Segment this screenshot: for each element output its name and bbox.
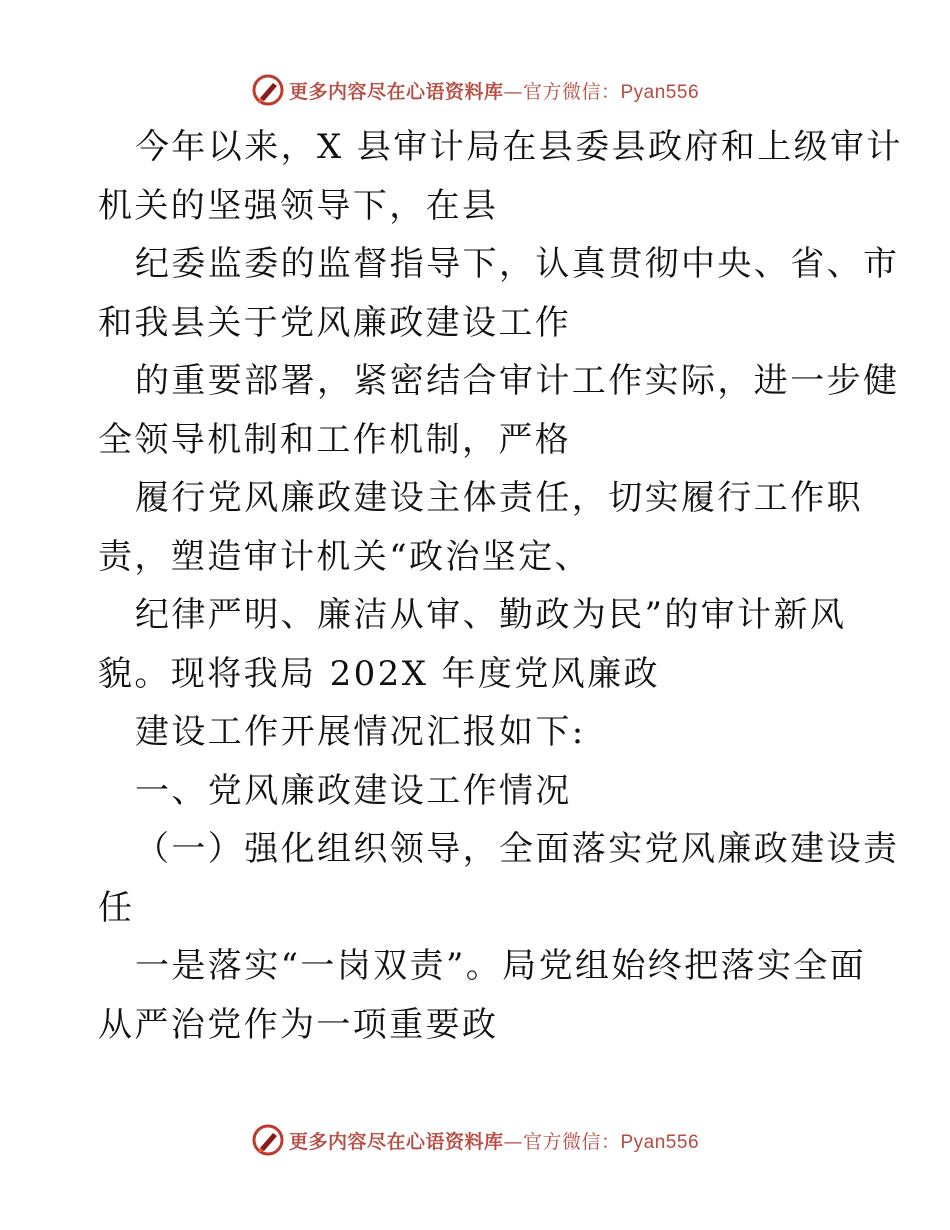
footer-banner — [0, 1120, 950, 1160]
body-line: 今年以来，X 县审计局在县委县政府和上级审计 — [135, 127, 903, 167]
banner-site-name: 更多内容尽在心语资料库 — [288, 1130, 504, 1153]
body-line: 责，塑造审计机关“政治坚定、 — [98, 536, 591, 577]
banner-wechat-id: Pyan556 — [620, 81, 700, 103]
body-line: 一是落实“一岗双责”。局党组始终把落实全面 — [135, 946, 867, 986]
banner-separator: — — [503, 1130, 523, 1153]
body-line: 履行党风廉政建设主体责任，切实履行工作职 — [135, 478, 863, 518]
banner-site-name: 更多内容尽在心语资料库 — [288, 80, 504, 103]
subsection-heading: （一）强化组织领导，全面落实党风廉政建设责 — [135, 829, 900, 869]
body-line: 全领导机制和工作机制，严格 — [98, 419, 572, 460]
banner-wechat-label: 官方微信： — [522, 1130, 621, 1153]
body-line: 和我县关于党风廉政建设工作 — [98, 302, 572, 343]
body-line: 纪律严明、廉洁从审、勤政为民”的审计新风 — [135, 595, 847, 635]
banner-text — [289, 1127, 699, 1154]
body-line: 任 — [98, 887, 135, 928]
body-line: 貌。现将我局 202X 年度党风廉政 — [98, 653, 660, 694]
body-line: 纪委监委的监督指导下，认真贯彻中央、省、市 — [135, 244, 900, 284]
body-line: 的重要部署，紧密结合审计工作实际，进一步健 — [135, 361, 900, 401]
banner-separator: — — [503, 80, 523, 103]
banner-wechat-label: 官方微信： — [522, 80, 621, 103]
header-banner — [0, 70, 950, 110]
body-line: 建设工作开展情况汇报如下: — [135, 712, 586, 752]
body-line: 机关的坚强领导下，在县 — [98, 185, 499, 226]
pen-logo-icon — [251, 1123, 285, 1157]
pen-logo-icon — [251, 73, 285, 107]
banner-text — [289, 77, 699, 104]
banner-wechat-id: Pyan556 — [620, 1131, 700, 1153]
section-heading: 一、党风廉政建设工作情况 — [135, 770, 572, 811]
document-body — [98, 118, 903, 1054]
body-line: 从严治党作为一项重要政 — [98, 1004, 499, 1045]
